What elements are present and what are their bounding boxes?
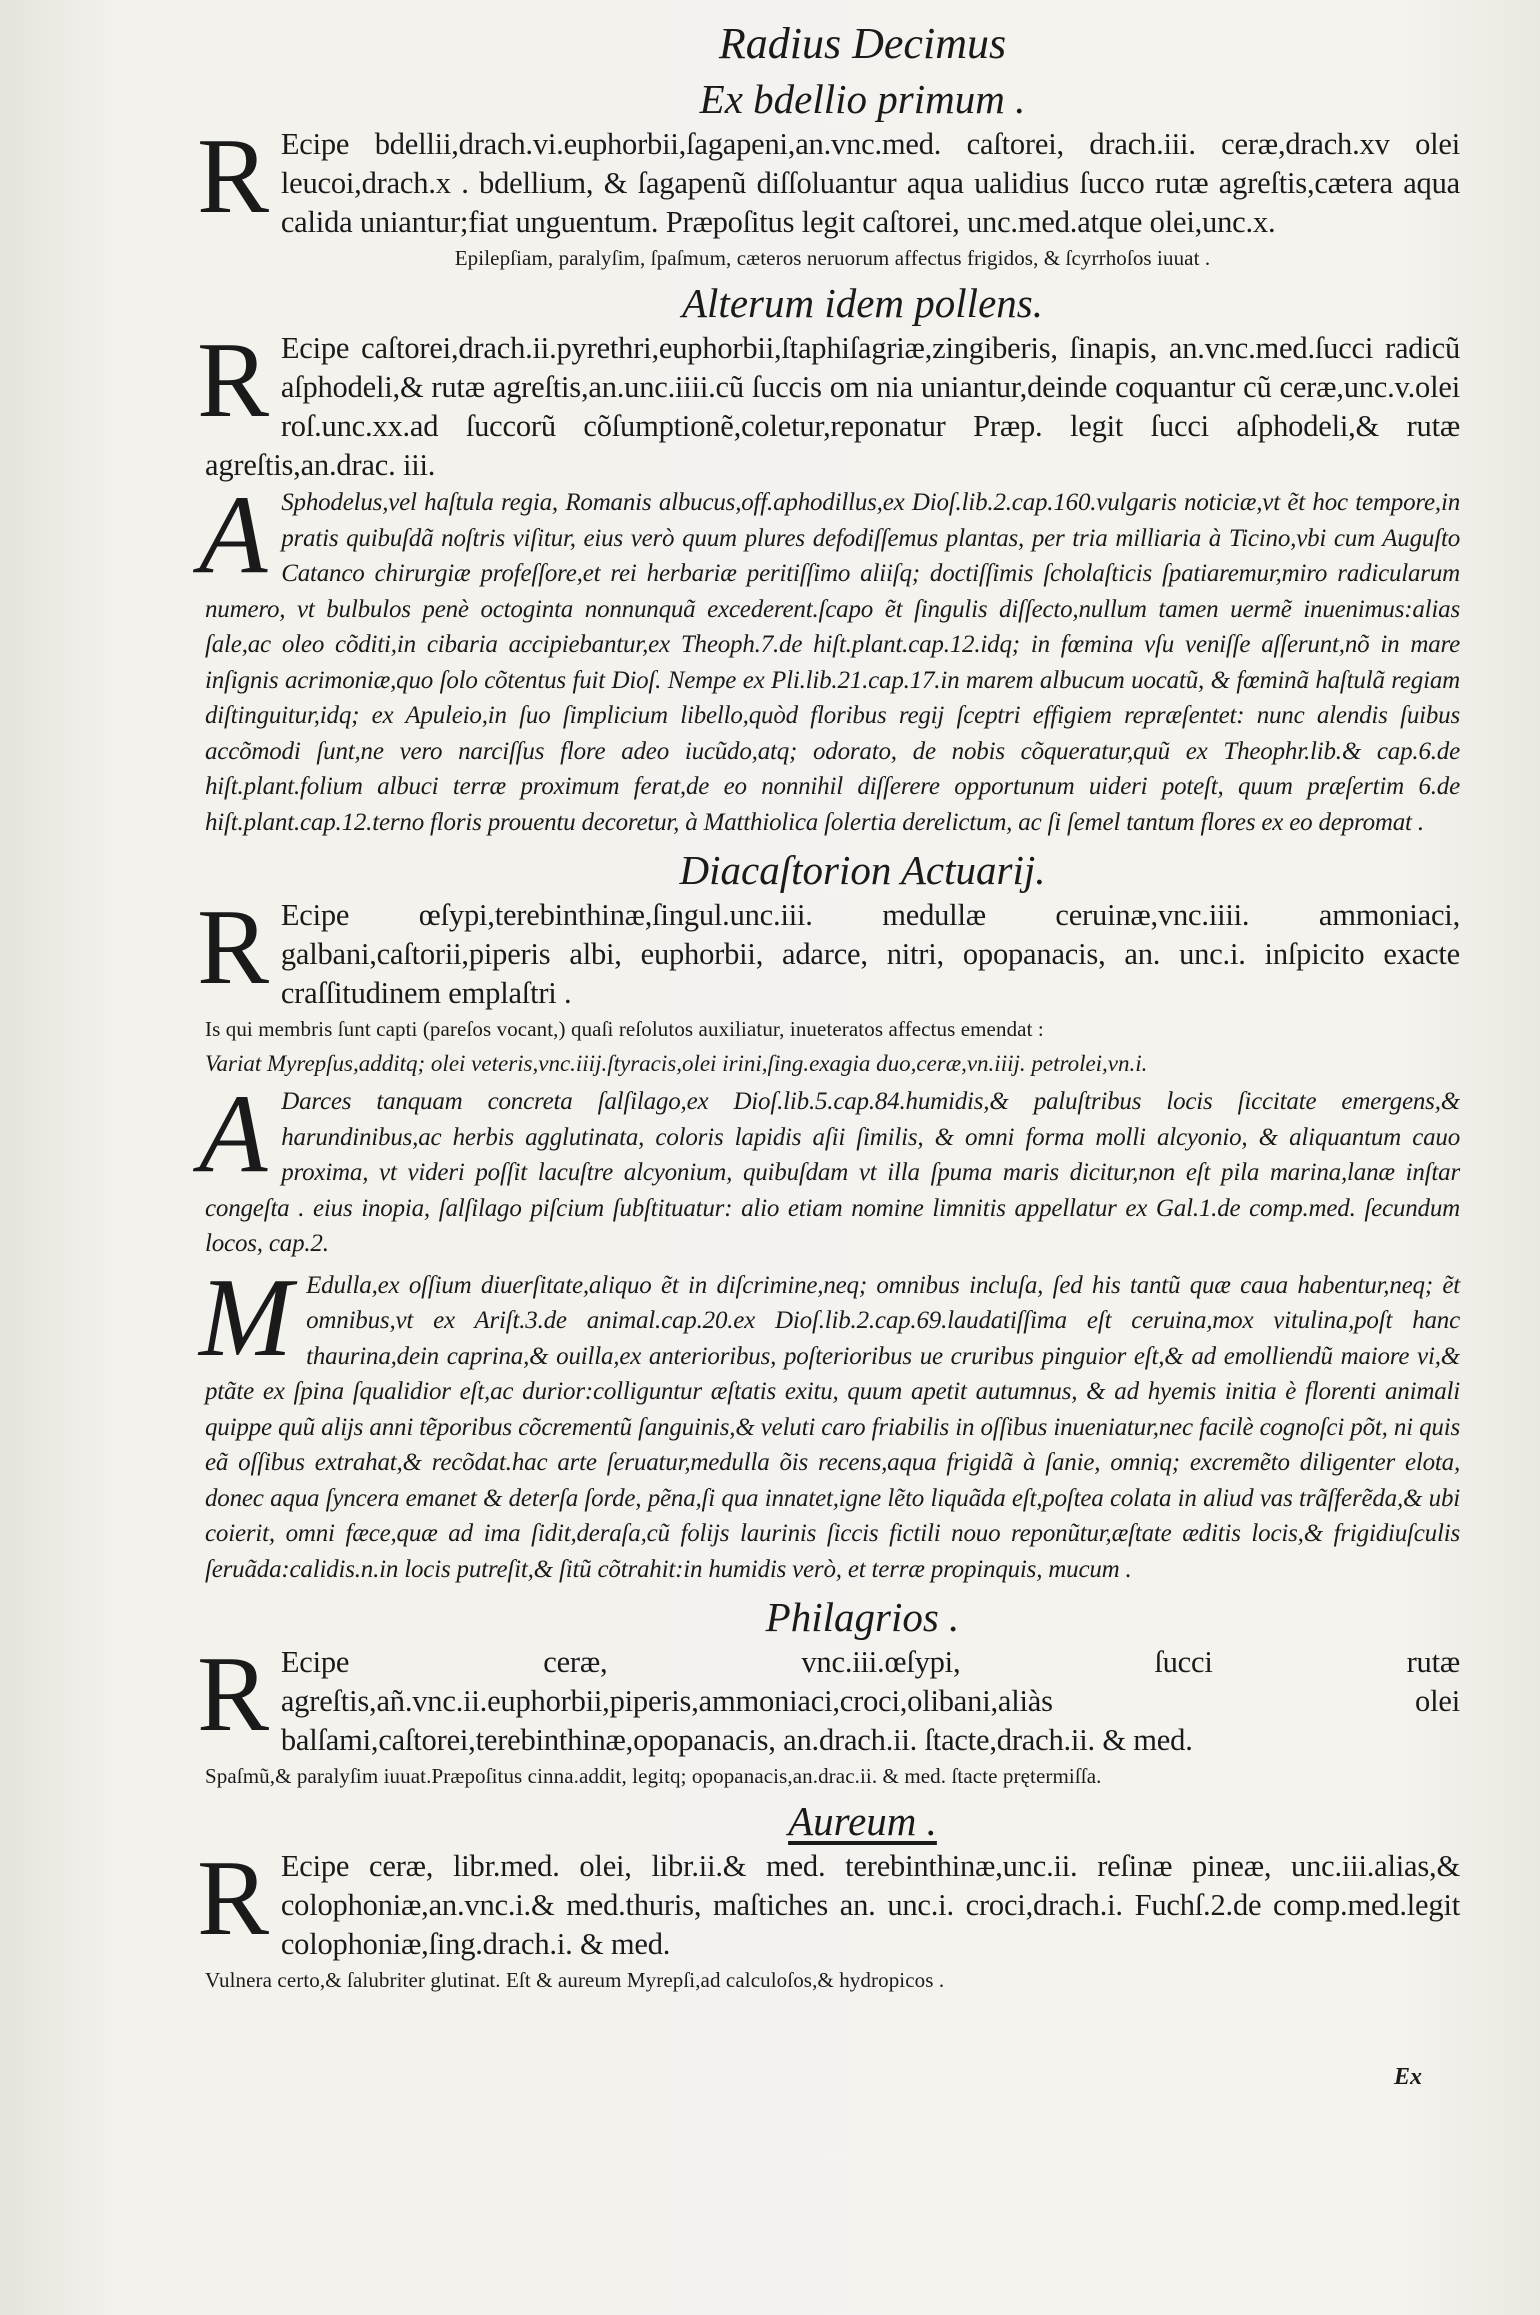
dropcap: A	[199, 473, 268, 597]
dropcap: A	[199, 1072, 268, 1196]
recipe-alterum	[197, 321, 1460, 485]
commentary-medulla	[199, 1255, 1460, 1588]
variant-myrepsus: Variat Myrepſus,additq; olei veteris,vnc.iiij.ſtyracis,olei irini,ſing.exagia duo,ceræ,vn.iiij. petrolei,vn.i.	[205, 1051, 1148, 1076]
dropcap: R	[197, 1839, 269, 1958]
recipe-text: Ecipe bdellii,drach.vi.euphorbii,ſagapeni,an.vnc.med. caſtorei, drach.iii. ceræ,drach.xv olei leucoi,drach.x . bdellium, & ſagapenũ diſſoluantur aqua ualidius ſucco rutæ agreſtis,cætera aqua calida uniantur;fiat unguentum. Præpoſitus legit caſtorei, unc.med.atque olei,unc.x.	[280, 127, 1460, 239]
recipe-text: Ecipe œſypi,terebinthinæ,ſingul.unc.iii. medullæ ceruinæ,vnc.iiii. ammoniaci, galbani,caſtorii,piperis albi, euphorbii, adarce, nitri, opopanacis, an. unc.i. inſpicito exacte craſſitudinem emplaſtri .	[280, 898, 1460, 1010]
running-head: Radius Decimus	[718, 19, 1007, 68]
heading-ex-bdellio: Ex bdellio primum .	[699, 76, 1026, 122]
recipe-text: Ecipe caſtorei,drach.ii.pyrethri,euphorbii,ſtaphiſagriæ,zingiberis, ſinapis, an.vnc.med.ſucci radicũ aſphodeli,& rutæ agreſtis,an.unc.iiii.cũ ſuccis om nia uniantur,deinde coquantur cũ ceræ,unc.v.olei roſ.unc.xx.ad ſuccorũ cõſumptionẽ,coletur,reponatur Præp. legit ſucci aſphodeli,& rutæ agreſtis,an.drac. iii.	[205, 331, 1460, 482]
note-philagrios: Spaſmũ,& paralyſim iuuat.Præpoſitus cinna.addit, legitq; opopanacis,an.drac.ii. & med. ſtacte prętermiſſa.	[205, 1764, 1102, 1788]
commentary-text: Darces tanquam concreta ſalſilago,ex Dioſ.lib.5.cap.84.humidis,& paluſtribus locis ſiccitate emergens,& harundinibus,ac herbis agglutinata, coloris lapidis aſii ſimilis, & omni forma molli alcyonio, & aliquantum cauo proxima, vt videri poſſit lacuſtre alcyonium, quibuſdam vt illa ſpuma maris dicitur,non eſt pila marina,lanæ inſtar congeſta . eius inopia, ſalſilago piſcium ſubſtituatur: alio etiam nomine limnitis appellatur ex Gal.1.de comp.med. ſecundum locos, cap.2.	[205, 1088, 1460, 1257]
heading-philagrios: Philagrios .	[765, 1594, 960, 1640]
recipe-text: Ecipe ceræ, libr.med. olei, libr.ii.& med. terebinthinæ,unc.ii. reſinæ pineæ, unc.iii.alias,& colophoniæ,an.vnc.i.& med.thuris, maſtiches an. unc.i. croci,drach.i. Fuchſ.2.de comp.med.legit colophoniæ,ſing.drach.i. & med.	[280, 1849, 1460, 1961]
dropcap: R	[197, 888, 269, 1007]
heading-text: Aureum .	[788, 1798, 937, 1844]
commentary-asphodelus	[199, 473, 1460, 840]
heading-aureum	[205, 1797, 1460, 1845]
commentary-text: Sphodelus,vel haſtula regia, Romanis albucus,off.aphodillus,ex Dioſ.lib.2.cap.160.vulgaris noticiæ,vt ẽt hoc tempore,in pratis quibuſdã noſtris viſitur, eius verò quum plures defodiſſemus plantas, per tria milliaria à Ticino,vbi cum Auguſto Catanco chirurgiæ profeſſore,et rei herbariæ peritiſſimo aliiſq; doctiſſimis ſcholaſticis ſpatiaremur,miro radicularum numero, vt bulbulos penè octoginta nonnunquã excederent.ſcapo ẽt ſingulis diſſecto,nullum tamen uermẽ inuenimus:alias ſale,ac oleo cõditi,in cibaria accipiebantur,ex Theoph.7.de hiſt.plant.cap.12.idq; in fœmina vſu veniſſe aſſerunt,nõ in mare inſignis acrimoniæ,quo ſolo cõtentus fuit Dioſ. Nempe ex Pli.lib.21.cap.17.in marem albucum uocatũ, & fœminã haſtulã regiam diſtinguitur,idq; ex Apuleio,in ſuo ſimplicium libello,quòd floribus regij ſceptri effigiem repræſentet: nunc alendis ſuibus accõmodi ſunt,ne vero narciſſus flore adeo iucũdo,atq; odorato, de nobis cõqueratur,quũ ex Theophr.lib.& cap.6.de hiſt.plant.folium albuci terræ proximum ferat,de eo nonnihil diſſerere opportunum uideri poteſt, quum præſertim 6.de hiſt.plant.cap.12.terno floris prouentu decoretur, à Matthiolica ſolertia derelictum, ac ſi ſemel tantum flores ex eo depromat .	[205, 489, 1460, 836]
dropcap: R	[197, 1635, 269, 1754]
recipe-text: Ecipe ceræ, vnc.iii.œſypi, ſucci rutæ agreſtis,añ.vnc.ii.euphorbii,piperis,ammoniaci,croci,olibani,aliàs olei balſami,caſtorei,terebinthinæ,opopanacis, an.drach.ii. ſtacte,drach.ii. & med.	[280, 1645, 1460, 1757]
dropcap: M	[199, 1255, 293, 1380]
note-diacastorion: Is qui membris ſunt capti (pareſos vocant,) quaſi reſolutos auxiliatur, inueteratos affectus emendat :	[205, 1017, 1044, 1041]
catchword: Ex	[1393, 2064, 1422, 2090]
note-ex-bdellio: Epilepſiam, paralyſim, ſpaſmum, cæteros neruorum affectus frigidos, & ſcyrrhoſos iuuat .	[454, 246, 1211, 270]
dropcap: R	[197, 321, 269, 440]
heading-diacastorion: Diacaſtorion Actuarij.	[679, 847, 1046, 893]
recipe-ex-bdellio	[197, 117, 1460, 242]
recipe-philagrios	[197, 1635, 1460, 1760]
recipe-aureum	[197, 1839, 1460, 1964]
heading-alterum: Alterum idem pollens.	[682, 280, 1043, 326]
dropcap: R	[197, 117, 269, 236]
commentary-adarces	[199, 1072, 1460, 1262]
note-aureum: Vulnera certo,& ſalubriter glutinat. Eſt & aureum Myrepſi,ad calculoſos,& hydropicos .	[205, 1968, 945, 1992]
commentary-text: Edulla,ex oſſium diuerſitate,aliquo ẽt in diſcrimine,neq; omnibus incluſa, ſed his tantũ quæ caua habentur,neq; ẽt omnibus,vt ex Ariſt.3.de animal.cap.20.ex Dioſ.lib.2.cap.69.laudatiſſima eſt ceruina,mox vitulina,poſt hanc thaurina,dein caprina,& ouilla,ex anterioribus, poſterioribus ue cruribus pinguior eſt,& ad emolliendũ maiore vi,& ptãte ex ſpina ſqualidior eſt,ac durior:colliguntur æſtatis exitu, quum apetit autumnus, & ad hyemis initia è florenti animali quippe quũ alijs anni tẽporibus cõcrementũ ſanguinis,& veluti caro friabilis in oſſibus inueniatur,nec facilè cognoſci põt, ni quis eã oſſibus extrahat,& recõdat.hac arte ſeruatur,medulla õis recens,aqua frigidã à ſanie, omniq; excremẽto diligenter elota, donec aqua ſyncera emanet & deterſa ſorde, pẽna,ſi qua innatet,igne lẽto liquãda eſt,poſtea colata in aliud vas trãſferẽda,& ubi coierit, omni fæce,quæ ad ima ſidit,deraſa,cũ folijs laurinis ſiccis fictili nouo reponũtur,æſtate æditis locis,& frigidiuſculis ſeruãda:calidis.n.in locis putreſit,& ſitũ cõtrahit:in humidis verò, et terræ propinquis, mucum .	[205, 1271, 1460, 1583]
recipe-diacastorion	[197, 888, 1460, 1013]
